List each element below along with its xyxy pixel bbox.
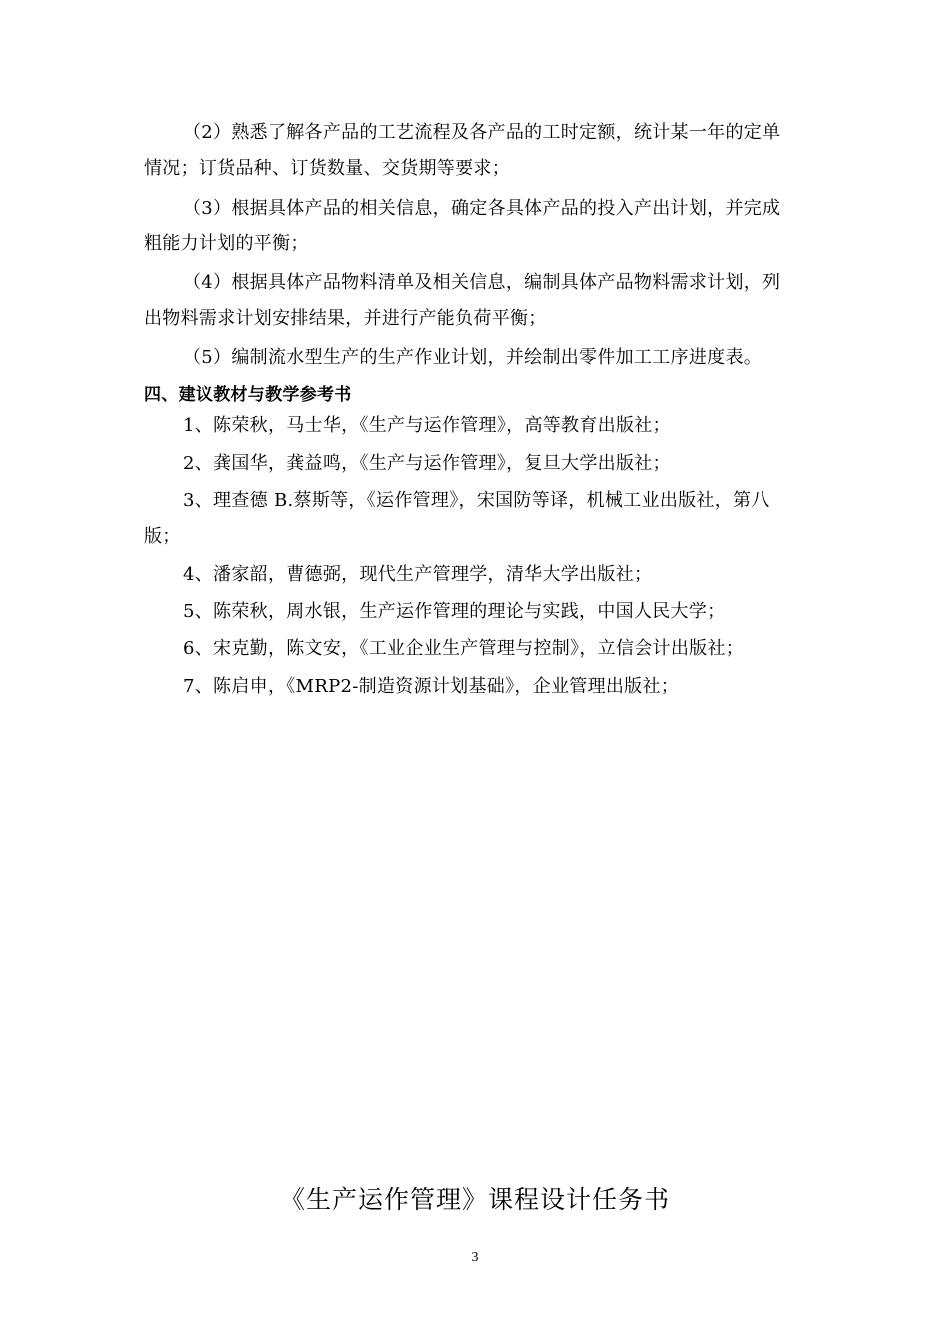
reference-item-4: 4、潘家韶，曹德弼，现代生产管理学，清华大学出版社； [183, 564, 653, 585]
reference-item-2: 2、龚国华，龚益鸣，《生产与运作管理》，复旦大学出版社； [183, 453, 671, 474]
reference-item-6: 6、宋克勤，陈文安，《工业企业生产管理与控制》，立信会计出版社； [183, 638, 745, 659]
reference-item-7: 7、陈启申，《MRP2-制造资源计划基础》，企业管理出版社； [183, 676, 680, 697]
body-item-4-line-1: （4）根据具体产品物料清单及相关信息，编制具体产品物料需求计划，列 [183, 272, 781, 293]
reference-item-3-line-2: 版； [144, 526, 181, 547]
page-number: 3 [471, 1250, 479, 1265]
course-design-title: 《生产运作管理》课程设计任务书 [279, 1185, 670, 1214]
reference-item-3-line-1: 3、理查德 B.蔡斯等，《运作管理》，宋国防等译，机械工业出版社，第八 [183, 490, 770, 511]
body-item-3-line-2: 粗能力计划的平衡； [144, 233, 309, 254]
reference-item-5: 5、陈荣秋，周水银，生产运作管理的理论与实践，中国人民大学； [183, 601, 726, 622]
body-item-2-line-1: （2）熟悉了解各产品的工艺流程及各产品的工时定额，统计某一年的定单 [183, 122, 781, 143]
reference-item-1: 1、陈荣秋，马士华，《生产与运作管理》，高等教育出版社； [183, 415, 671, 436]
body-item-2-line-2: 情况；订货品种、订货数量、交货期等要求； [144, 158, 510, 179]
body-item-3-line-1: （3）根据具体产品的相关信息，确定各具体产品的投入产出计划，并完成 [183, 198, 781, 219]
body-item-4-line-2: 出物料需求计划安排结果，并进行产能负荷平衡； [144, 308, 547, 329]
section-heading: 四、建议教材与教学参考书 [144, 385, 352, 405]
body-item-5-line-1: （5）编制流水型生产的生产作业计划，并绘制出零件加工工序进度表。 [183, 347, 763, 368]
